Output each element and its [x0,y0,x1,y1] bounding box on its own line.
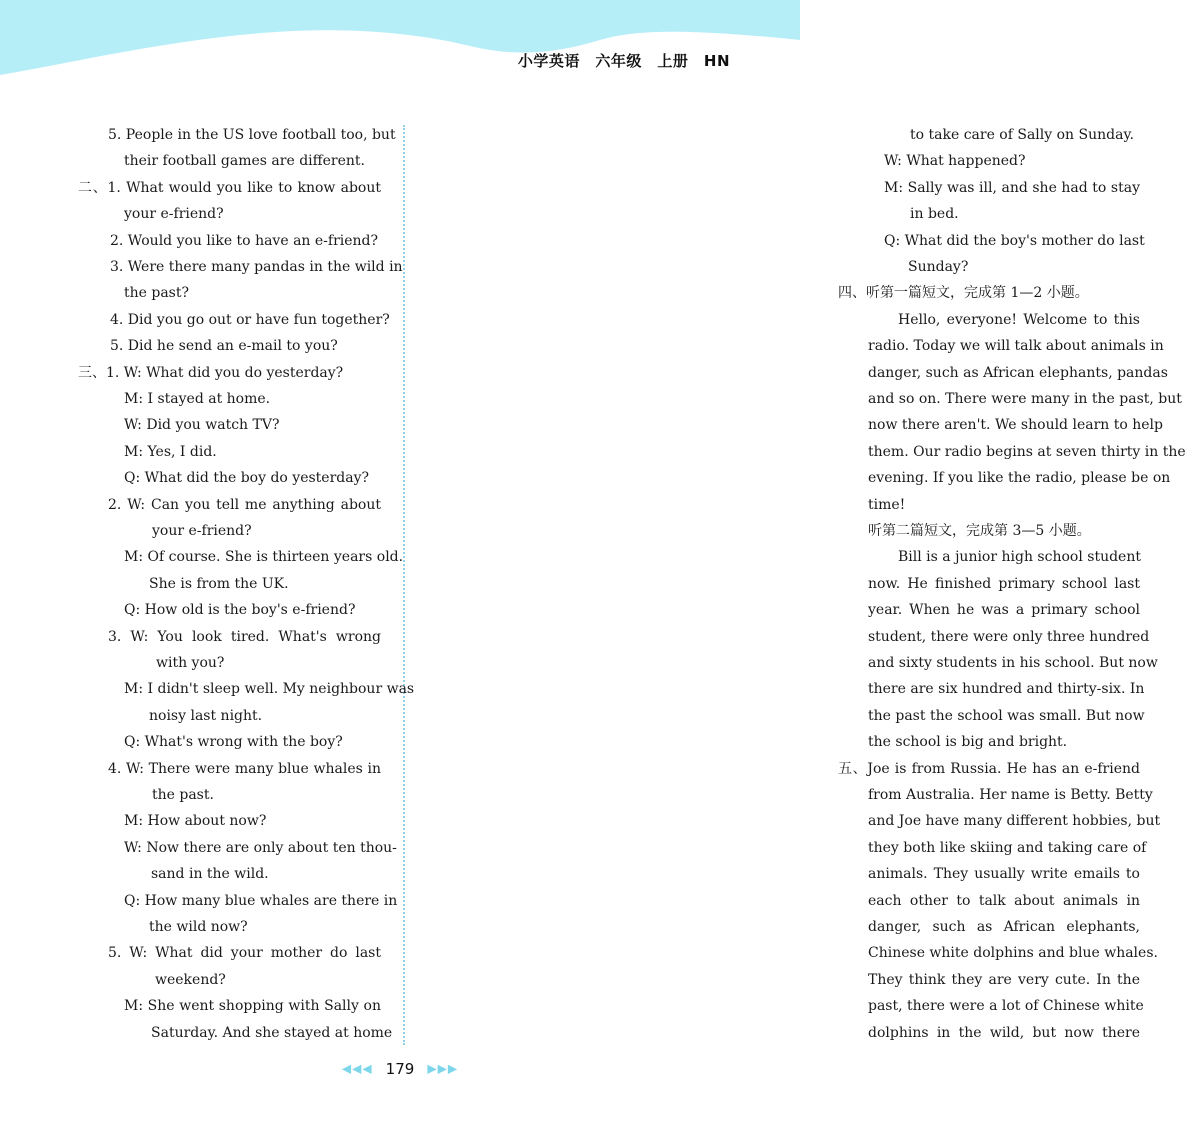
text-line: sand in the wild. [151,866,269,883]
text-line: the wild now? [149,919,248,935]
text-line: Q: How old is the boy's e-friend? [124,602,356,619]
text-line: each other to talk about animals in [868,892,1140,909]
text-line: them. Our radio begins at seven thirty in the [868,443,1186,460]
text-line: the school is big and bright. [868,734,1068,751]
text-line: M: I stayed at home. [124,391,271,407]
text-line: Q: What's wrong with the boy? [124,734,343,751]
text-line: weekend? [155,971,226,988]
text-line: 5. Did he send an e-mail to you? [110,338,338,355]
text-line: the past. [152,787,214,803]
text-line: 3. Were there many pandas in the wild in [110,259,403,275]
text-line: with you? [156,655,225,671]
page-number: 179 [385,1059,415,1078]
text-line: the past? [124,285,190,302]
text-line: 听第二篇短文，完成第 3—5 小题。 [868,523,1091,539]
text-line: there are six hundred and thirty-six. In [868,681,1145,698]
text-line: 3. W: You look tired. What's wrong [108,628,381,645]
text-line: to take care of Sally on Sunday. [910,127,1134,143]
text-line: evening. If you like the radio, please be on [868,470,1171,487]
text-line: now there aren't. We should learn to help [868,417,1163,434]
text-line: your e-friend? [152,523,252,539]
text-line: 2. W: Can you tell me anything about [108,496,381,513]
text-line: and Joe have many different hobbies, but [868,813,1161,830]
text-line: 5. People in the US love football too, but [108,127,396,143]
text-line: time! [868,496,906,513]
forward-arrows-icon: ▶▶▶ [427,1061,459,1076]
text-line: now. He finished primary school last [868,575,1140,592]
text-line: 二、1. What would you like to know about [78,179,381,196]
text-line: student, there were only three hundred [868,628,1150,645]
text-line: They think they are very cute. In the [868,971,1140,988]
text-line: Q: How many blue whales are there in [124,892,398,909]
text-line: from Australia. Her name is Betty. Betty [868,787,1153,803]
text-line: Sunday? [908,259,969,275]
text-line: danger, such as African elephants, [868,919,1140,935]
text-line: Bill is a junior high school student [898,549,1141,566]
text-line: Saturday. And she stayed at home [151,1024,393,1041]
text-line: dolphins in the wild, but now there [868,1024,1140,1041]
text-line: Q: What did the boy do yesterday? [124,470,369,487]
text-line: 5. W: What did your mother do last [108,945,381,962]
text-line: M: She went shopping with Sally on [124,998,381,1015]
text-line: M: Yes, I did. [124,443,217,460]
text-line: 4. Did you go out or have fun together? [110,311,390,328]
text-line: danger, such as African elephants, pandas [868,364,1168,381]
page-footer [0,1058,800,1082]
text-line: M: Sally was ill, and she had to stay [884,179,1140,196]
text-line: W: Did you watch TV? [124,417,280,434]
text-line: radio. Today we will talk about animals in [868,338,1164,355]
text-line: your e-friend? [124,206,224,223]
back-arrows-icon: ◀◀◀ [341,1061,373,1076]
text-line: 三、1. W: What did you do yesterday? [78,364,344,381]
text-line: M: Of course. She is thirteen years old. [124,549,404,566]
text-line: past, there were a lot of Chinese white [868,998,1144,1015]
text-line: noisy last night. [149,707,263,724]
text-line: W: What happened? [884,153,1026,170]
text-line: W: Now there are only about ten thou- [124,839,397,856]
text-line: She is from the UK. [149,575,289,592]
text-line: 五、Joe is from Russia. He has an e-friend [838,760,1140,777]
header-title: 小学英语 六年级 上册 HN [517,52,730,70]
text-line: Q: What did the boy's mother do last [884,232,1145,249]
text-line: Chinese white dolphins and blue whales. [868,945,1158,962]
column-divider [403,125,405,1045]
text-line: 4. W: There were many blue whales in [108,760,381,777]
text-line: year. When he was a primary school [868,602,1140,619]
text-line: they both like skiing and taking care of [868,839,1147,856]
text-line: 四、听第一篇短文，完成第 1—2 小题。 [838,285,1089,302]
text-line: M: How about now? [124,813,267,830]
text-line: the past the school was small. But now [868,707,1145,724]
text-line: in bed. [910,206,959,223]
page-header [0,0,800,80]
text-line: and sixty students in his school. But now [868,655,1158,671]
text-line: their football games are different. [124,153,365,170]
text-line: animals. They usually write emails to [868,866,1140,883]
text-line: M: I didn't sleep well. My neighbour was [124,681,415,698]
text-line: Hello, everyone! Welcome to this [898,311,1140,328]
text-line: 2. Would you like to have an e-friend? [110,232,379,249]
text-line: and so on. There were many in the past, but [868,391,1182,407]
